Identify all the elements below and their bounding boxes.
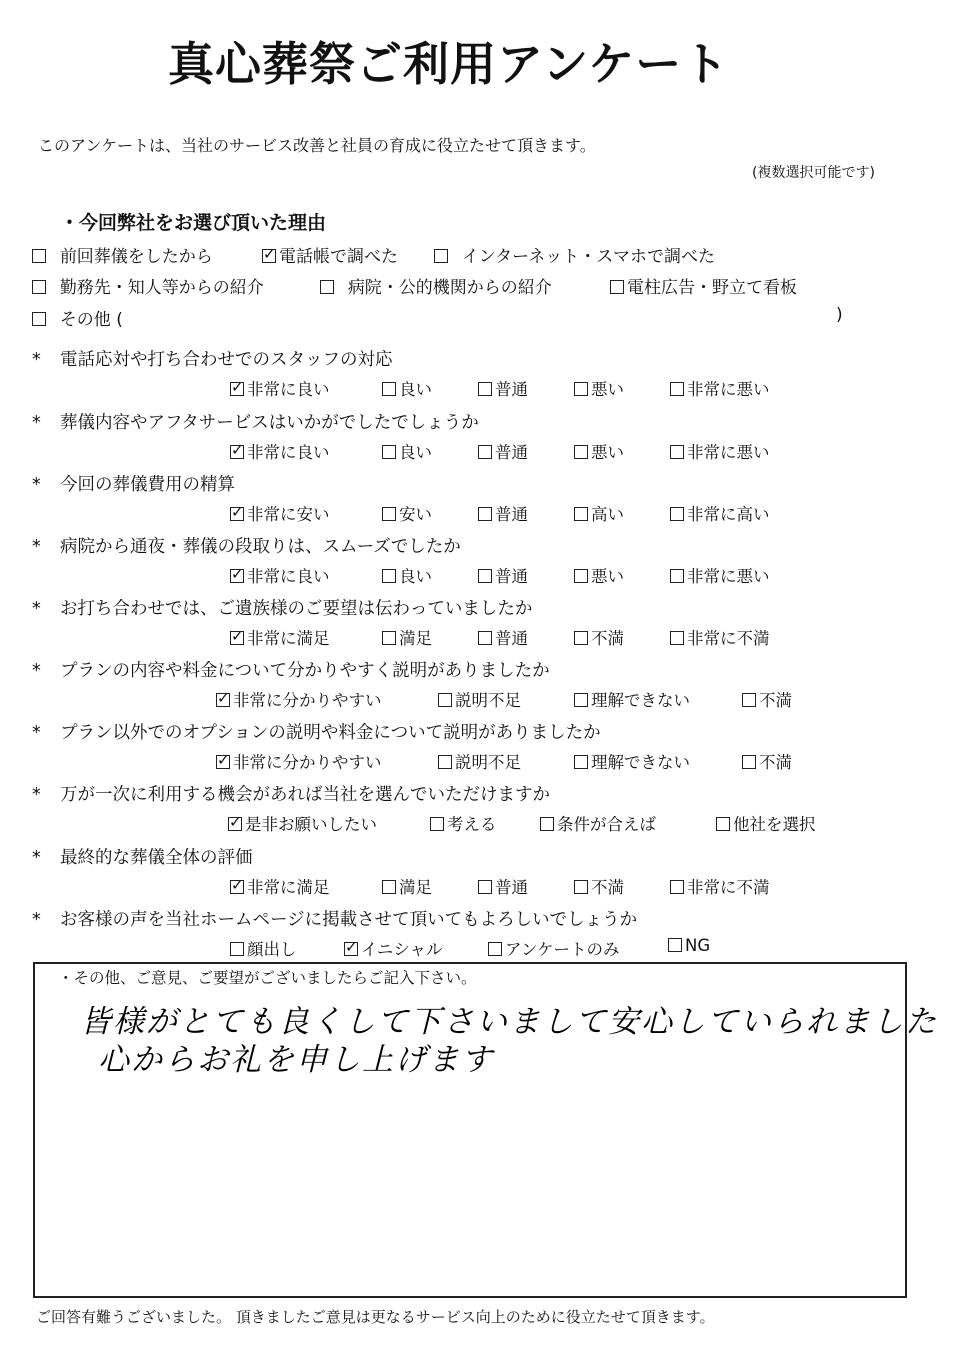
answer-option-label: 非常に不満 [687, 629, 770, 648]
checkbox[interactable] [216, 693, 230, 707]
checkbox[interactable] [228, 817, 242, 831]
comment-label: ・その他、ご意見、ご要望がございましたらご記入下さい。 [58, 969, 477, 987]
question-text [32, 595, 532, 620]
answer-option[interactable] [574, 376, 624, 400]
answer-option[interactable] [670, 874, 770, 898]
checkbox[interactable] [574, 569, 588, 583]
handwritten-comment-line-2: 心からお礼を申し上げます [98, 1042, 494, 1078]
answer-option[interactable] [382, 563, 432, 587]
answer-option[interactable] [382, 439, 432, 463]
checkbox[interactable] [610, 280, 624, 294]
answer-option[interactable] [382, 625, 432, 649]
answer-option-label: 他社を選択 [733, 815, 816, 834]
checkbox[interactable] [488, 942, 502, 956]
checkbox[interactable] [230, 880, 244, 894]
question-label: 今回の葬儀費用の精算 [60, 475, 235, 495]
answer-option-label: 非常に安い [247, 505, 330, 524]
answer-option-label: 非常に分かりやすい [233, 691, 382, 710]
answer-option[interactable] [670, 625, 770, 649]
checkbox[interactable] [574, 382, 588, 396]
answer-option[interactable] [574, 563, 624, 587]
answer-option-label: 悪い [591, 443, 624, 462]
answer-option-label: 普通 [495, 505, 528, 524]
answer-option-label: 顔出し [247, 940, 297, 959]
question-label: プランの内容や料金について分かりやすく説明がありましたか [60, 661, 550, 681]
answer-option-label: 説明不足 [455, 753, 521, 772]
question-bullet: * [32, 661, 41, 681]
other-close-paren: ) [836, 305, 843, 325]
answer-option-label: 高い [591, 505, 624, 524]
answer-option-label: 非常に悪い [687, 567, 770, 586]
reason-option-label: インターネット・スマホで調べた [461, 247, 715, 267]
reason-heading: ・今回弊社をお選び頂いた理由 [60, 212, 327, 234]
answer-option-label: 是非お願いしたい [245, 815, 377, 834]
reason-option[interactable] [610, 273, 797, 298]
answer-option[interactable] [230, 439, 330, 463]
reason-option[interactable] [262, 242, 398, 267]
checkbox[interactable] [478, 880, 492, 894]
answer-option-label: イニシャル [361, 940, 443, 959]
answer-option-label: 非常に不満 [687, 878, 770, 897]
answer-option-label: 理解できない [591, 753, 690, 772]
answer-option-label: 満足 [399, 629, 432, 648]
answer-option-label: 満足 [399, 878, 432, 897]
checkbox[interactable] [230, 569, 244, 583]
answer-option[interactable] [574, 439, 624, 463]
other-open-paren: ( [116, 310, 123, 330]
question-label: お打ち合わせでは、ご遺族様のご要望は伝わっていましたか [60, 599, 533, 619]
checkbox[interactable] [742, 693, 756, 707]
footer-thanks: ご回答有難うございました。 頂きましたご意見は更なるサービス向上のために役立たせて頂きます。 [36, 1308, 715, 1326]
checkbox[interactable] [32, 312, 46, 326]
answer-option-label: 良い [399, 443, 432, 462]
answer-option-label: 理解できない [591, 691, 690, 710]
question-text [32, 906, 637, 931]
reason-option-other[interactable] [32, 305, 123, 330]
checkbox[interactable] [670, 445, 684, 459]
answer-option[interactable] [230, 625, 330, 649]
checkbox[interactable] [670, 382, 684, 396]
question-bullet: * [32, 848, 41, 868]
answer-option[interactable] [382, 501, 432, 525]
answer-option-label: 非常に良い [247, 443, 330, 462]
checkbox[interactable] [716, 817, 730, 831]
answer-option[interactable] [670, 376, 770, 400]
answer-option-label: 普通 [495, 878, 528, 897]
answer-option[interactable] [438, 749, 521, 773]
checkbox[interactable] [478, 382, 492, 396]
answer-option[interactable] [230, 501, 330, 525]
question-label: 電話応対や打ち合わせでのスタッフの対応 [60, 350, 393, 370]
answer-option-label: 考える [447, 815, 497, 834]
question-bullet: * [32, 413, 41, 433]
answer-option-label: 悪い [591, 567, 624, 586]
answer-option[interactable] [574, 874, 624, 898]
checkbox[interactable] [438, 755, 452, 769]
answer-option-label: 非常に良い [247, 380, 330, 399]
checkbox[interactable] [434, 249, 448, 263]
checkbox[interactable] [230, 631, 244, 645]
question-bullet: * [32, 910, 41, 930]
checkbox[interactable] [230, 382, 244, 396]
answer-option-label: 非常に分かりやすい [233, 753, 382, 772]
answer-option[interactable] [670, 439, 770, 463]
checkbox[interactable] [670, 569, 684, 583]
question-label: 病院から通夜・葬儀の段取りは、スムーズでしたか [60, 537, 461, 557]
answer-option-label: 普通 [495, 380, 528, 399]
answer-option[interactable] [574, 687, 690, 711]
answer-option-label: 不満 [591, 878, 624, 897]
question-bullet: * [32, 537, 41, 557]
answer-option[interactable] [478, 376, 528, 400]
answer-option[interactable] [742, 749, 792, 773]
question-text [32, 781, 550, 806]
checkbox[interactable] [670, 880, 684, 894]
checkbox[interactable] [262, 249, 276, 263]
checkbox[interactable] [430, 817, 444, 831]
answer-option-label: 説明不足 [455, 691, 521, 710]
answer-option-label: 条件が合えば [557, 815, 656, 834]
answer-option[interactable] [228, 811, 377, 835]
reason-option-label: 勤務先・知人等からの紹介 [59, 278, 264, 298]
answer-option-label: 良い [399, 380, 432, 399]
question-label: お客様の声を当社ホームページに掲載させて頂いてもよろしいでしょうか [60, 910, 638, 930]
checkbox[interactable] [670, 631, 684, 645]
checkbox[interactable] [670, 507, 684, 521]
checkbox[interactable] [344, 942, 358, 956]
checkbox[interactable] [742, 755, 756, 769]
answer-option-label: 不満 [759, 753, 792, 772]
question-text [32, 657, 550, 682]
question-bullet: * [32, 599, 41, 619]
reason-option[interactable] [32, 242, 213, 267]
question-label: プラン以外でのオプションの説明や料金について説明がありましたか [60, 723, 601, 743]
answer-option[interactable] [670, 563, 770, 587]
answer-option[interactable] [716, 811, 816, 835]
question-bullet: * [32, 785, 41, 805]
answer-option-label: 不満 [591, 629, 624, 648]
checkbox[interactable] [574, 631, 588, 645]
checkbox[interactable] [478, 569, 492, 583]
answer-option[interactable] [216, 687, 382, 711]
answer-option[interactable] [478, 501, 528, 525]
answer-option-label: 悪い [591, 380, 624, 399]
reason-option-label: 電話帳で調べた [279, 247, 398, 267]
answer-option[interactable] [574, 625, 624, 649]
page-title: 真心葬祭ご利用アンケート [168, 37, 730, 91]
reason-option-label: その他 [59, 310, 111, 330]
answer-option[interactable] [230, 936, 297, 960]
answer-option[interactable] [574, 501, 624, 525]
checkbox[interactable] [574, 880, 588, 894]
answer-option-label: 普通 [495, 567, 528, 586]
question-text [32, 346, 393, 371]
question-bullet: * [32, 723, 41, 743]
checkbox[interactable] [668, 938, 682, 952]
question-label: 万が一次に利用する機会があれば当社を選んでいただけますか [60, 785, 550, 805]
checkbox[interactable] [574, 755, 588, 769]
reason-option-label: 病院・公的機関からの紹介 [347, 278, 552, 298]
answer-option-label: NG [685, 936, 711, 955]
answer-option-label: 非常に悪い [687, 443, 770, 462]
answer-option-label: 安い [399, 505, 432, 524]
answer-option[interactable] [668, 936, 710, 955]
checkbox[interactable] [540, 817, 554, 831]
checkbox[interactable] [382, 631, 396, 645]
answer-option[interactable] [574, 749, 690, 773]
answer-option[interactable] [670, 501, 770, 525]
checkbox[interactable] [230, 507, 244, 521]
answer-option-label: アンケートのみ [505, 940, 620, 959]
answer-option[interactable] [230, 376, 330, 400]
checkbox[interactable] [574, 693, 588, 707]
answer-option[interactable] [230, 874, 330, 898]
answer-option[interactable] [430, 811, 497, 835]
question-text [32, 471, 235, 496]
checkbox[interactable] [382, 569, 396, 583]
checkbox[interactable] [320, 280, 334, 294]
question-text [32, 533, 461, 558]
answer-option[interactable] [488, 936, 620, 960]
checkbox[interactable] [478, 631, 492, 645]
reason-option[interactable] [320, 273, 552, 298]
question-text [32, 719, 601, 744]
checkbox[interactable] [32, 249, 46, 263]
question-text [32, 844, 253, 869]
checkbox[interactable] [230, 942, 244, 956]
multi-select-note: (複数選択可能です) [752, 165, 875, 181]
answer-option-label: 非常に悪い [687, 380, 770, 399]
answer-option[interactable] [478, 563, 528, 587]
checkbox[interactable] [382, 507, 396, 521]
intro-text: このアンケートは、当社のサービス改善と社員の育成に役立たせて頂きます。 [38, 136, 596, 155]
answer-option-label: 非常に満足 [247, 878, 330, 897]
checkbox[interactable] [574, 507, 588, 521]
checkbox[interactable] [574, 445, 588, 459]
answer-option-label: 良い [399, 567, 432, 586]
reason-option-label: 電柱広告・野立て看板 [627, 278, 797, 298]
handwritten-comment-line-1: 皆様がとても良くして下さいまして安心していられました [80, 1004, 938, 1040]
answer-option-label: 非常に高い [687, 505, 770, 524]
checkbox[interactable] [438, 693, 452, 707]
checkbox[interactable] [230, 445, 244, 459]
answer-option[interactable] [478, 625, 528, 649]
answer-option-label: 不満 [759, 691, 792, 710]
answer-option-label: 非常に良い [247, 567, 330, 586]
question-bullet: * [32, 350, 41, 370]
answer-option[interactable] [540, 811, 656, 835]
checkbox[interactable] [216, 755, 230, 769]
answer-option-label: 普通 [495, 443, 528, 462]
answer-option-label: 普通 [495, 629, 528, 648]
checkbox[interactable] [382, 880, 396, 894]
checkbox[interactable] [382, 445, 396, 459]
answer-option-label: 非常に満足 [247, 629, 330, 648]
answer-option[interactable] [478, 874, 528, 898]
answer-option[interactable] [216, 749, 382, 773]
reason-option[interactable] [434, 242, 715, 267]
checkbox[interactable] [382, 382, 396, 396]
answer-option[interactable] [438, 687, 521, 711]
question-bullet: * [32, 475, 41, 495]
answer-option[interactable] [742, 687, 792, 711]
question-label: 最終的な葬儀全体の評価 [60, 848, 253, 868]
question-label: 葬儀内容やアフタサービスはいかがでしたでしょうか [60, 413, 479, 433]
checkbox[interactable] [478, 445, 492, 459]
answer-option[interactable] [478, 439, 528, 463]
answer-option[interactable] [382, 874, 432, 898]
question-text [32, 409, 479, 434]
answer-option[interactable] [344, 936, 443, 960]
checkbox[interactable] [32, 280, 46, 294]
answer-option[interactable] [382, 376, 432, 400]
checkbox[interactable] [478, 507, 492, 521]
reason-option-label: 前回葬儀をしたから [59, 247, 213, 267]
reason-option[interactable] [32, 273, 264, 298]
answer-option[interactable] [230, 563, 330, 587]
